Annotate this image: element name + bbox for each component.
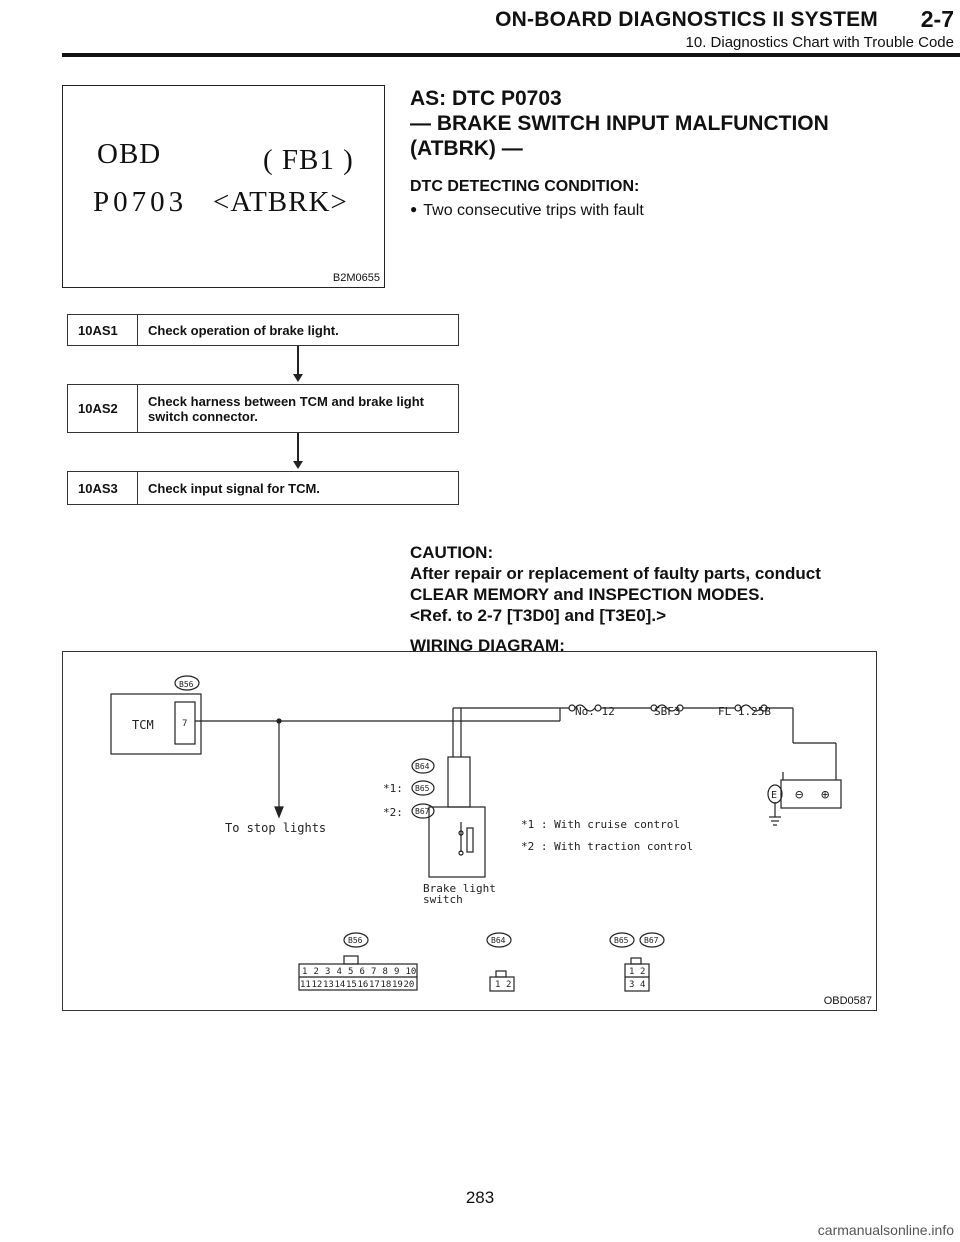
b56-pin: 9 [394,967,400,977]
page-number: 283 [465,1188,495,1207]
b56-pin: 8 [382,967,388,977]
battery-box [781,780,841,808]
brake-switch-body [429,807,485,877]
b56-pin: 20 [403,980,415,990]
plus-icon: ⊕ [821,787,830,803]
b64-pin: 1 [495,980,501,990]
minus-icon: ⊖ [795,787,804,803]
b56-label: B56 [348,936,363,945]
b56-pin: 17 [369,980,380,990]
b56-pin: 10 [405,967,417,977]
b64-label: B64 [415,762,430,771]
b65-pin: 3 [629,980,635,990]
obd-mode: ( FB1 ) [263,144,354,176]
b65-label: B65 [614,936,629,945]
b56-pin: 16 [357,980,369,990]
b64-connector [448,757,470,807]
detecting-item [410,202,644,220]
section-title [410,86,860,161]
watermark: carmanualsonline.info [817,1222,954,1238]
b56-pin: 6 [359,967,365,977]
step-code: 10AS1 [68,315,138,345]
header-rule [62,53,960,57]
b56-pin: 3 [325,967,331,977]
note-traction: *2 : With traction control [521,840,694,853]
b56-pin: 1 [302,967,308,977]
b56-pin: 14 [334,980,346,990]
flow-arrow-icon [297,346,299,376]
flow-step[interactable] [67,384,459,433]
title-line: AS: DTC P0703 [410,87,562,110]
obd-dtc-code: P0703 [93,186,188,218]
b65-pin: 4 [640,980,646,990]
obd-label: OBD [97,138,162,170]
fuse-no12-label: No. 12 [575,705,615,718]
b67-label: B67 [415,807,430,816]
b64-pin: 2 [506,980,512,990]
flow-step[interactable] [67,314,459,346]
caution-line: After repair or replacement of faulty parts, conduct [410,564,821,583]
title-line: — BRAKE SWITCH INPUT MALFUNCTION [410,112,829,135]
detecting-heading: DTC DETECTING CONDITION: [410,178,640,195]
step-text: Check harness between TCM and brake light switch connector. [148,393,424,424]
tcm-pin-label: 7 [182,719,188,729]
header-title: ON-BOARD DIAGNOSTICS II SYSTEM [495,8,878,31]
tcm-label: TCM [132,718,154,732]
b56-pin: 18 [380,980,392,990]
b56-pin: 19 [392,980,403,990]
caution-line: CLEAR MEMORY and INSPECTION MODES. [410,585,765,604]
bullet-icon: ● [410,202,418,216]
note-cruise: *1 : With cruise control [521,818,680,831]
obd-screen-figure [62,85,385,288]
obd-dtc-name: <ATBRK> [213,186,348,218]
star1-label: *1: [383,782,403,795]
tcm-box [111,694,201,754]
wiring-diagram-svg [63,652,876,1010]
figure-id: OBD0587 [823,995,872,1007]
b56-pin: 4 [336,967,342,977]
step-code: 10AS3 [68,472,138,504]
step-code: 10AS2 [68,385,138,432]
fuse-sbf3-label: SBF3 [654,705,681,718]
step-text: Check input signal for TCM. [148,480,320,496]
star2-label: *2: [383,806,403,819]
to-stop-lights-label: To stop lights [225,821,327,835]
wiring-heading: WIRING DIAGRAM: [410,636,565,655]
b56-label: B56 [179,680,194,689]
header-subtitle: 10. Diagnostics Chart with Trouble Code [685,34,954,51]
header-section-number: 2-7 [920,6,954,32]
wiring-diagram [62,651,877,1011]
ground-label: E [771,790,778,801]
b56-pin: 7 [371,967,377,977]
b56-pin: 11 [300,980,311,990]
b56-pin: 2 [313,967,319,977]
brake-switch-label: Brake light [423,882,496,895]
b56-pin: 12 [311,980,323,990]
b67-label: B67 [644,936,659,945]
figure-id: B2M0655 [332,272,380,284]
b65-pin: 2 [640,967,646,977]
b65-label: B65 [415,784,430,793]
flow-step[interactable] [67,471,459,505]
caution-reference-link[interactable]: <Ref. to 2-7 [T3D0] and [T3E0].> [410,606,666,625]
b56-pin: 5 [348,967,354,977]
detecting-text: Two consecutive trips with fault [423,202,644,219]
caution-heading: CAUTION: [410,543,494,562]
b56-pin: 15 [346,980,357,990]
title-line: (ATBRK) — [410,137,523,160]
b64-label: B64 [491,936,506,945]
caution-block [410,542,880,626]
brake-switch-label: switch [423,893,463,906]
flow-arrow-icon [297,433,299,463]
step-text: Check operation of brake light. [148,322,339,338]
b56-pin: 13 [323,980,334,990]
b65-pin: 1 [629,967,635,977]
fuse-fl-label: FL 1.25B [718,705,771,718]
